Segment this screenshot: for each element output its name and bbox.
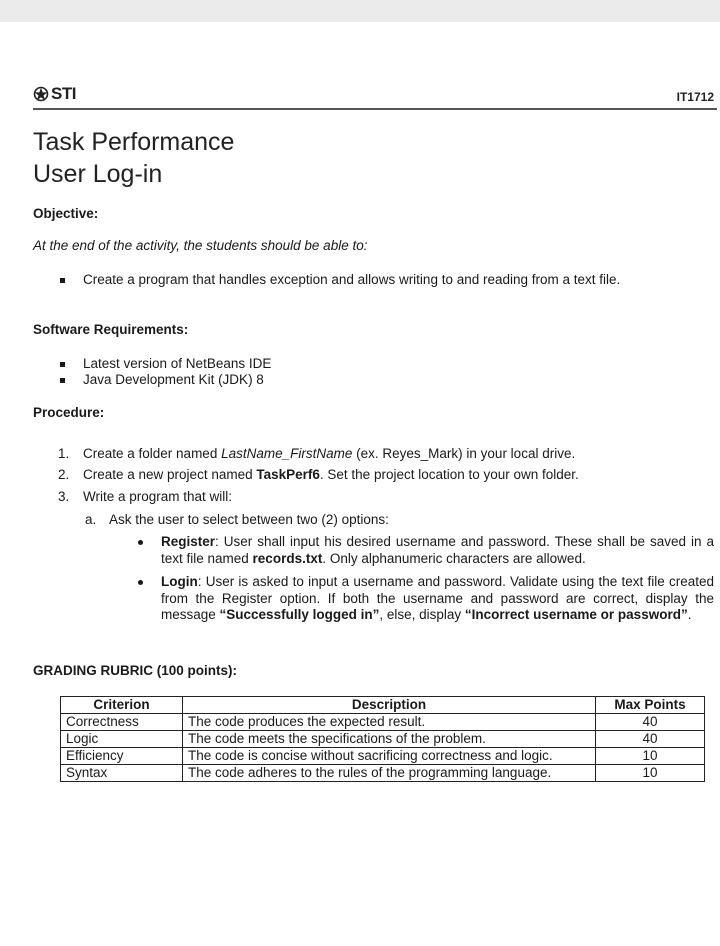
login-text-3: .	[687, 607, 692, 622]
software-item-jdk: Java Development Kit (JDK) 8	[83, 372, 264, 387]
rubric-table	[60, 696, 705, 782]
bullet-square-icon	[60, 278, 65, 283]
table-row	[61, 731, 705, 748]
course-code: IT1712	[676, 90, 714, 104]
objective-heading: Objective:	[33, 206, 99, 221]
software-item-netbeans: Latest version of NetBeans IDE	[83, 356, 272, 371]
page-title	[33, 126, 234, 190]
step-3-text: Write a program that will:	[83, 489, 233, 504]
step-2-project-name: TaskPerf6	[256, 467, 320, 482]
login-text-1: : User is asked to input a username and password. Validate using the text file created from the Register option. If both the username and password are correct, display the message	[161, 574, 714, 622]
sub-a-letter: a.	[85, 512, 97, 527]
register-text-1: : User shall input his desired username and password. These shall be saved in a text file named	[161, 534, 714, 566]
header-rule	[33, 108, 717, 110]
col-max-points: Max Points	[596, 697, 705, 714]
step-2-text	[83, 467, 579, 482]
top-band	[0, 0, 720, 22]
register-paragraph	[161, 534, 714, 567]
bullet-dot-icon	[138, 540, 143, 545]
col-criterion: Criterion	[61, 697, 183, 714]
error-message: “Incorrect username or password”	[464, 607, 688, 622]
bullet-dot-icon	[138, 580, 143, 585]
login-label: Login	[161, 574, 198, 589]
register-text-2: . Only alphanumeric characters are allowed.	[322, 550, 586, 566]
bullet-square-icon	[60, 362, 65, 367]
criterion-cell: Syntax	[61, 765, 183, 782]
title-line-2: User Log-in	[33, 160, 163, 188]
step-2-pre: Create a new project named	[83, 467, 257, 482]
step-2-post: . Set the project location to your own folder.	[319, 467, 579, 482]
step-1-post: (ex. Reyes_Mark) in your local drive.	[352, 446, 576, 461]
description-cell: The code produces the expected result.	[183, 714, 596, 731]
objective-item: Create a program that handles exception and allows writing to and reading from a text file.	[83, 272, 621, 287]
rubric-heading: GRADING RUBRIC (100 points):	[33, 663, 238, 678]
table-row	[61, 714, 705, 731]
logo-text: STI	[51, 84, 76, 103]
description-cell: The code is concise without sacrificing correctness and logic.	[183, 748, 596, 765]
step-1-number: 1.	[58, 446, 70, 461]
col-description: Description	[183, 697, 596, 714]
points-cell: 10	[596, 765, 705, 782]
sti-star-icon	[33, 86, 49, 102]
step-1-text	[83, 446, 575, 461]
criterion-cell: Efficiency	[61, 748, 183, 765]
points-cell: 10	[596, 748, 705, 765]
login-paragraph	[161, 574, 714, 624]
procedure-heading: Procedure:	[33, 405, 105, 420]
step-2-number: 2.	[58, 467, 70, 482]
software-heading: Software Requirements:	[33, 322, 189, 337]
register-label: Register	[161, 534, 216, 549]
success-message: “Successfully logged in”	[219, 607, 380, 622]
objective-intro: At the end of the activity, the students should be able to:	[33, 238, 368, 253]
table-row	[61, 748, 705, 765]
records-file-name: records.txt	[252, 550, 323, 566]
step-3-number: 3.	[58, 489, 70, 504]
sti-logo	[33, 84, 76, 104]
description-cell: The code adheres to the rules of the programming language.	[183, 765, 596, 782]
title-line-1: Task Performance	[33, 128, 235, 156]
criterion-cell: Logic	[61, 731, 183, 748]
points-cell: 40	[596, 731, 705, 748]
bullet-square-icon	[60, 378, 65, 383]
points-cell: 40	[596, 714, 705, 731]
sub-a-text: Ask the user to select between two (2) options:	[109, 512, 389, 527]
step-1-folder-name: LastName_FirstName	[221, 446, 353, 461]
login-text-2: , else, display	[379, 607, 465, 622]
step-1-pre: Create a folder named	[83, 446, 222, 461]
description-cell: The code meets the specifications of the problem.	[183, 731, 596, 748]
rubric-header-row	[61, 697, 705, 714]
criterion-cell: Correctness	[61, 714, 183, 731]
table-row	[61, 765, 705, 782]
